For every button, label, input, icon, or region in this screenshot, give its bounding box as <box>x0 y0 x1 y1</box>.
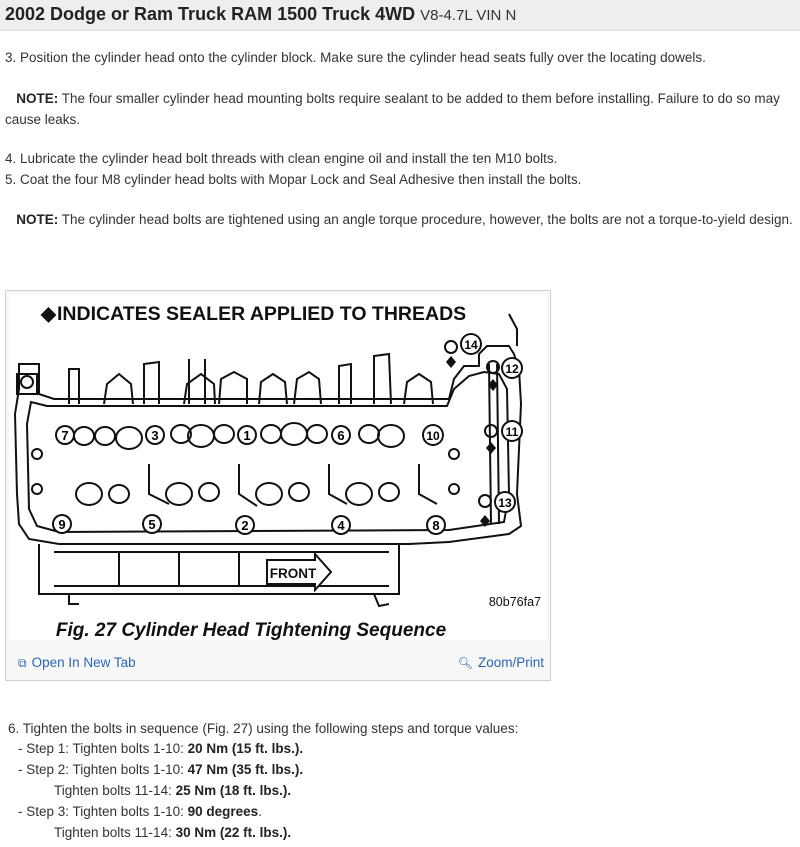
bolt-4 <box>331 515 351 535</box>
bolt-5-label: 5 <box>148 517 156 532</box>
bolt-12-label: 12 <box>505 362 519 376</box>
page-title <box>5 4 516 25</box>
sealer-diamond-icon: ◆ <box>41 303 56 325</box>
bolt-1-label: 1 <box>243 428 251 443</box>
cylinder-head-diagram[interactable] <box>9 294 547 640</box>
note-2 <box>5 210 793 231</box>
zoom-print-link[interactable] <box>458 655 544 670</box>
front-label: FRONT <box>269 566 317 581</box>
diagram-heading: INDICATES SEALER APPLIED TO THREADS <box>57 303 467 325</box>
note-1-text: The four smaller cylinder head mounting bolts require sealant to be added to them before installing. Failure to do so may cause leaks. <box>5 91 780 127</box>
torque-step-1-prefix: - Step 1: Tighten bolts 1-10: <box>18 741 188 756</box>
bolt-2 <box>235 515 255 535</box>
torque-step-2-value: 47 Nm (35 ft. lbs.). <box>187 762 304 777</box>
step-3-text: 3. Position the cylinder head onto the cylinder block. Make sure the cylinder head seats fully over the locating dowels. <box>5 50 706 65</box>
page-header <box>0 0 800 31</box>
front-arrow-icon <box>267 554 331 590</box>
bolt-11-label: 11 <box>505 425 519 439</box>
step-5-text: 5. Coat the four M8 cylinder head bolts with Mopar Lock and Seal Adhesive then install the bolts. <box>5 172 582 187</box>
magnifier-icon: 🔍︎ <box>457 656 473 670</box>
torque-step-3-suffix: . <box>258 804 262 819</box>
torque-step-3-prefix: - Step 3: Tighten bolts 1-10: <box>18 804 188 819</box>
note-2-text: The cylinder head bolts are tightened using an angle torque procedure, however, the bolts are not a torque-to-yield design. <box>58 212 793 227</box>
bolt-10 <box>422 424 444 446</box>
new-tab-icon: ⧉ <box>18 656 27 670</box>
bolt-8-label: 8 <box>432 518 440 533</box>
torque-step-3b-prefix: Tighten bolts 11-14: <box>54 825 176 840</box>
open-in-new-tab-label: Open In New Tab <box>31 655 136 670</box>
bolt-14 <box>460 333 482 355</box>
torque-step-2b-prefix: Tighten bolts 11-14: <box>54 783 176 798</box>
figure-caption: Fig. 27 Cylinder Head Tightening Sequence <box>55 620 447 640</box>
image-code: 80b76fa7 <box>488 595 541 609</box>
bolt-10-label: 10 <box>426 429 440 443</box>
vehicle-title: 2002 Dodge or Ram Truck RAM 1500 Truck 4WD <box>5 4 416 24</box>
bolt-2-label: 2 <box>241 518 249 533</box>
torque-step-1-value: 20 Nm (15 ft. lbs.). <box>187 741 304 756</box>
step-6-intro: 6. Tighten the bolts in sequence (Fig. 27) using the following steps and torque values: <box>8 721 519 736</box>
torque-step-2b <box>54 781 291 802</box>
bolt-12 <box>501 357 523 379</box>
bolt-13 <box>494 491 516 513</box>
bolt-7 <box>55 425 75 445</box>
bolt-3 <box>145 425 165 445</box>
bolt-8 <box>426 515 446 535</box>
note-2-label: NOTE: <box>16 212 59 227</box>
zoom-print-label: Zoom/Print <box>477 655 544 670</box>
open-in-new-tab-link[interactable] <box>18 655 136 671</box>
torque-step-3b <box>54 823 291 844</box>
diagram-svg <box>9 294 547 640</box>
note-1-label: NOTE: <box>16 91 59 106</box>
torque-step-2 <box>18 760 303 781</box>
torque-step-1 <box>18 739 303 760</box>
bolt-7-label: 7 <box>61 428 69 443</box>
bolt-4-label: 4 <box>337 518 345 533</box>
bolt-3-label: 3 <box>151 428 159 443</box>
bolt-6-label: 6 <box>337 428 345 443</box>
torque-step-3-value: 90 degrees <box>187 804 259 819</box>
bolt-5 <box>142 514 162 534</box>
bolt-1 <box>237 425 257 445</box>
figure-box <box>5 290 551 681</box>
bolt-6 <box>331 425 351 445</box>
step-4-text: 4. Lubricate the cylinder head bolt threads with clean engine oil and install the ten M10 bolts. <box>5 151 558 166</box>
torque-step-3b-value: 30 Nm (22 ft. lbs.). <box>175 825 292 840</box>
torque-step-3 <box>18 802 262 823</box>
torque-step-2b-value: 25 Nm (18 ft. lbs.). <box>175 783 292 798</box>
bolt-9 <box>52 514 72 534</box>
figure-footer <box>6 647 550 677</box>
note-1 <box>5 89 793 130</box>
bolt-11 <box>501 420 523 442</box>
engine-subtitle: V8-4.7L VIN N <box>420 7 517 24</box>
bolt-9-label: 9 <box>58 517 66 532</box>
torque-step-2-prefix: - Step 2: Tighten bolts 1-10: <box>18 762 188 777</box>
bolt-14-label: 14 <box>464 338 478 352</box>
bolt-13-label: 13 <box>498 496 512 510</box>
